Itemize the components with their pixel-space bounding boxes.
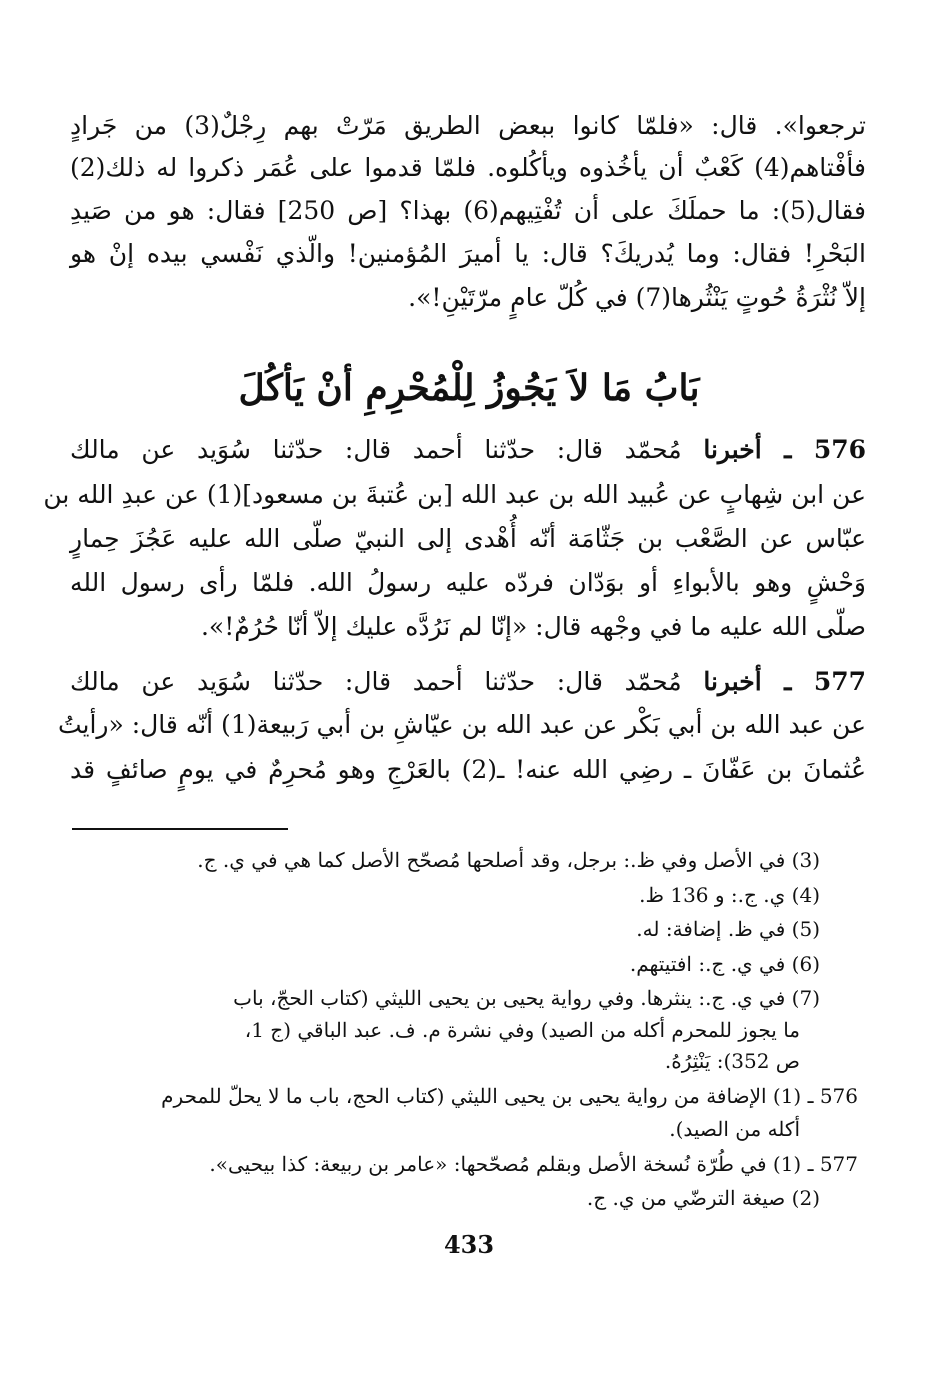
hadith-576-lead: 576 ـ أخبرنا — [703, 435, 867, 464]
body-line: فقال(5): ما حملَكَ على أن تُفْتِيهم(6) بهذا؟ [ص 250] فقال: هو من صَيدِ — [70, 196, 866, 225]
footnote: (2) صيغة الترضّي من ي. ج. — [586, 1186, 820, 1210]
footnote: (6) في ي. ج.: افتيتهم. — [629, 952, 820, 976]
body-line: البَحْرِ! فقال: وما يُدريكَ؟ قال: يا أميرَ المُؤمنين! والّذي نَفْسي بيده إنْ هو — [70, 239, 866, 268]
chapter-heading: بَابُ مَا لاَ يَجُوزُ لِلْمُحْرِمِ أنْ يَأكُلَ — [238, 367, 700, 409]
hadith-577-line: مُحمّد قال: حدّثنا أحمد قال: حدّثنا سُوَيد عن مالك — [70, 667, 704, 696]
hadith-576-line: عن ابن شِهابٍ عن عُبيد الله بن عبد الله [بن عُتبةَ بن مسعود](1) عن عبدِ الله بن — [43, 480, 866, 509]
footnote-divider — [72, 828, 288, 830]
footnote-continuation: ص 352): يَنْثِرُهُ. — [664, 1049, 800, 1073]
footnote-continuation: ما يجوز للمحرم أكله من الصيد) وفي نشرة م. ف. عبد الباقي (ج 1، — [244, 1018, 800, 1042]
body-line: إلاّ نُثْرَةُ حُوتٍ يَنْثُرها(7) في كُلّ عامٍ مرّتَيْنِ!». — [408, 283, 866, 312]
footnote: (7) في ي. ج.: ينثرها. وفي رواية يحيى بن يحيى الليثي (كتاب الحجّ، باب — [233, 986, 820, 1010]
hadith-577-first-line — [70, 662, 866, 702]
footnote: (4) ي. ج.: و 136 ظ. — [639, 883, 820, 907]
hadith-576-line: عبّاس عن الصَّعْب بن جَثّامَة أنّه أُهْدى إلى النبيّ صلّى الله عليه عَجُزَ حِمارٍ — [70, 524, 866, 553]
hadith-577-lead: 577 ـ أخبرنا — [703, 667, 867, 696]
footnote: (5) في ظ. إضافة: له. — [636, 917, 820, 941]
page-number: 433 — [443, 1230, 495, 1259]
footnote: (3) في الأصل وفي ظ.: برجل، وقد أصلحها مُصحّح الأصل كما هي في ي. ج. — [197, 848, 820, 872]
hadith-577-line: عُثمانَ بن عَفّانَ ـ رضِي الله عنه! ـ(2) بالعَرْجِ وهو مُحرِمٌ في يومٍ صائفٍ قد — [70, 755, 866, 784]
body-line: فأفْتاهم(4) كَعْبٌ أن يأخُذوه ويأكُلوه. فلمّا قدموا على عُمَر ذكروا له ذلك(2) — [70, 153, 866, 182]
hadith-577-line: عن عبد الله بن أبي بَكْر عن عبد الله بن عيّاشِ بن أبي رَبيعة(1) أنّه قال: «رأيتُ — [57, 710, 866, 739]
hadith-576-line: وَحْشٍ وهو بالأبواءِ أو بوَدّان فردّه عليه رسولُ الله. فلمّا رأى رسول الله — [70, 568, 866, 597]
body-line: ترجعوا». قال: «فلمّا كانوا ببعض الطريق مَرّتْ بهم رِجْلٌ(3) من جَرادٍ — [70, 111, 866, 140]
hadith-576-first-line — [70, 430, 866, 470]
footnote: 576 ـ (1) الإضافة من رواية يحيى بن يحيى الليثي (كتاب الحج، باب ما لا يحلّ للمحرم — [161, 1084, 858, 1108]
footnote-continuation: أكله من الصيد). — [669, 1117, 800, 1141]
hadith-576-line: مُحمّد قال: حدّثنا أحمد قال: حدّثنا سُوَيد عن مالك — [70, 435, 704, 464]
footnote: 577 ـ (1) في طُرّة نُسخة الأصل وبقلم مُصحّحها: «عامر بن ربيعة: كذا بيحيى». — [209, 1152, 858, 1176]
hadith-576-line: صلّى الله عليه ما في وجْهه قال: «إنّا لم نَرُدَّه عليك إلاّ أنّا حُرُمٌ!». — [200, 612, 866, 641]
